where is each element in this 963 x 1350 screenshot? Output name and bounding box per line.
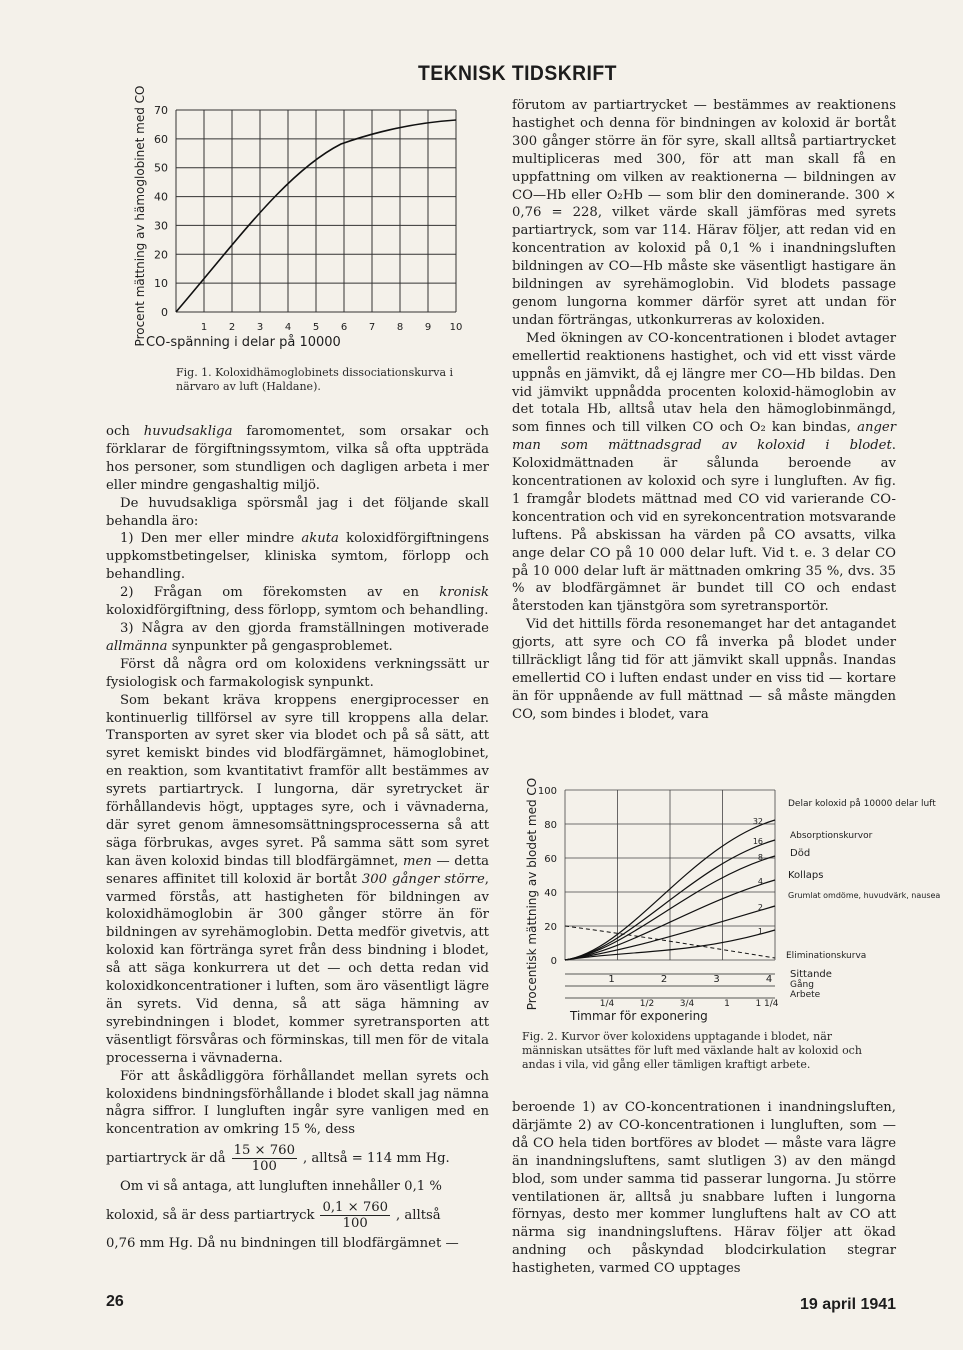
fig2-xlabel: Timmar för exponering: [570, 1009, 708, 1023]
fig2-ytick: 40: [544, 888, 557, 899]
fig2-label-gang: Gång: [790, 980, 814, 990]
page-number: 26: [106, 1293, 124, 1310]
right-column-upper: [512, 97, 896, 724]
left-p8: För att åskådliggöra förhållandet mellan syrets och koloxidens bindningsförhållande i blodet skall jag nämna några siffror. I lungluften ingår syre vanligen med en koncentration av omkring 15 %, dess: [106, 1068, 489, 1138]
fig1-xtick: 7: [368, 322, 376, 333]
formula-2: koloxid, så är dess partiartryck $\frac{0,1 \times 760}{100}$ , alltså: [106, 1200, 441, 1232]
right-p1: förutom av partiartrycket — bestämmes av reaktionens hastighet och denna för bindningen av koloxid är bortåt 300 gånger större än för syre, skall alltså partiartrycket multipliceras med 300, för att man skall få en uppfattning om vilken av reaktionerna — bildningen av CO—Hb eller O₂Hb — som blir den dominerande. 300 × 0,76 = 228, vilket värde skall jämföras med syrets partiartryck, som var 114. Härav följer, att redan vid en koncentration av koloxid på 0,1 % i inandningsluften bildningen av CO—Hb måste ske väsentligt hastigare än bildningen av syrehämoglobin. Vid blodets passage genom lungorna kommer därför syret att undan för undan förträngas, utkonkurreras av koloxiden.: [512, 98, 896, 328]
left-p2: De huvudsakliga spörsmål jag i det följande skall behandla äro:: [106, 495, 489, 529]
fig2-label-kollaps: Kollaps: [788, 870, 824, 881]
formula-1: partiartryck är då $\frac{15 \times 760}{100}$ , alltså = 114 mm Hg.: [106, 1143, 450, 1175]
fig1-ytick: 40: [154, 190, 168, 204]
fig1-caption: Fig. 1. Koloxidhämoglobinets dissociationskurva i närvaro av luft (Haldane).: [176, 366, 454, 393]
left-p4: 2) Frågan om förekomsten av en kronisk koloxidförgiftning, dess förlopp, symtom och behandling.: [106, 585, 489, 619]
left-p1: och huvudsakliga faromomentet, som orsakar och förklarar de förgiftningssymtom, vilka så ofta uppträda hos personer, som stundligen och dagligen arbeta i mer eller mindre gengashaltig miljö.: [106, 424, 489, 493]
fig1-ytick: 10: [154, 277, 168, 291]
fig1-ytick: 30: [154, 219, 168, 233]
fig1-ytick: 70: [154, 104, 168, 117]
fig2-ytick: 60: [544, 854, 557, 865]
figure-1: [126, 85, 486, 354]
fig2-grid: [565, 790, 775, 960]
fig2-ylabel: Procentisk mättning av blodet med CO: [525, 777, 539, 1011]
fig2-label-sittande: Sittande: [790, 969, 832, 980]
fig2-label-dod: Död: [790, 848, 811, 859]
fig2-xtick-sub: 3/4: [679, 999, 695, 1009]
fig2-bracket-label: 32: [752, 817, 763, 826]
fig2-label-grumlat: Grumlat omdöme, huvudvärk, nausea: [788, 891, 941, 900]
fig1-xtick: 2: [228, 322, 236, 333]
fig2-xticks: [600, 974, 779, 1009]
fig2-xtick-sub: 1: [724, 999, 730, 1009]
left-p6: Först då några ord om koloxidens verkningssätt ur fysiologisk och farmakologisk synpunkt.: [106, 656, 489, 690]
right-p3: Vid det hittills förda resonemanget har det antagandet gjorts, att syre och CO få inverka på blodet under tillräckligt lång tid för att jämvikt skall uppnås. Inandas emellertid CO i luften endast under en viss tid — kortare än för uppnående av full mättnad — så måste mängden CO, som bindes i blodet, vara: [512, 617, 896, 722]
fig1-xtick: 4: [284, 322, 292, 333]
fig2-yticks: [538, 786, 557, 967]
fig2-xtick: 4: [765, 974, 773, 985]
fig2-xtick: 3: [713, 974, 720, 985]
fig2-label-delar: Delar koloxid på 10000 delar luft: [788, 799, 936, 809]
left-p9: Om vi så antaga, att lungluften innehåller 0,1 %: [120, 1179, 442, 1195]
fig1-xtick: 3: [256, 322, 264, 333]
fig1-ytick: 50: [154, 161, 168, 175]
fig2-ytick: 0: [550, 956, 557, 967]
left-p10: 0,76 mm Hg. Då nu bindningen till blodfärgämnet —: [106, 1236, 459, 1252]
fig1-ytick: 60: [154, 132, 168, 146]
left-p5: 3) Några av den gjorda framställningen motiverade allmänna synpunkter på gengasproblemet.: [106, 620, 489, 654]
fig2-time-scales: [565, 974, 775, 998]
left-p3: 1) Den mer eller mindre akuta koloxidförgiftningens uppkomstbetingelser, kliniska symtom, förlopp och behandling.: [106, 531, 489, 583]
fig1-xtick: 1: [200, 322, 208, 333]
fig1-xtick: 6: [340, 322, 348, 333]
fig2-ytick: 80: [544, 820, 557, 831]
fig2-xtick: 1: [608, 974, 615, 985]
issue-date: 19 april 1941: [800, 1296, 897, 1313]
fig1-xtick: 5: [312, 322, 320, 333]
fig1-xtick: 8: [396, 322, 404, 333]
fig2-label-elim: Eliminationskurva: [786, 951, 867, 961]
fig2-bracket-label: 16: [752, 837, 763, 846]
fig2-bracket-label: 8: [757, 853, 763, 862]
fig2-bracket-label: 2: [757, 903, 763, 912]
fig2-xtick-sub: 1/2: [639, 999, 655, 1009]
figure-2: [520, 777, 941, 1023]
fig2-bracket-label: 4: [757, 877, 763, 886]
fig1-xtick: 10: [449, 322, 463, 333]
masthead: TEKNISK TIDSKRIFT: [418, 62, 617, 85]
fig2-xtick-sub: 1/4: [599, 999, 615, 1009]
fig1-grid: [176, 110, 456, 312]
fig1-xticks: [201, 322, 463, 333]
fig2-xtick: 2: [660, 974, 668, 985]
right-column-lower: [512, 1099, 896, 1278]
fig1-ylabel: Procent mättning av hämoglobinet med CO: [133, 85, 147, 347]
fig1-ytick: 20: [154, 248, 168, 262]
fig2-ytick: 100: [537, 786, 557, 797]
left-column: [106, 423, 489, 1253]
fig1-ytick: 0: [161, 306, 168, 319]
fig1-xlabel: CO-spänning i delar på 10000: [146, 335, 341, 350]
fig1-yticks: [154, 104, 168, 319]
fig1-xtick: 9: [424, 322, 432, 333]
right-lower-p1: beroende 1) av CO-koncentrationen i inandningsluften, därjämte 2) av CO-koncentrationen i lungluften, som — då CO hela tiden bortföres av blodet — måste vara lägre än inandningsluftens, samt slutligen 3) av den mängd blod, som under samma tid passerar lungorna. Ju större ventilationen är, alltså ju snabbare luften i lungorna förnyas, desto mer kommer lungluftens halt av CO att närma sig inandningsluftens. Härav följer att ökad andning och påskyndad blodcirkulation stegrar hastigheten, varmed CO upptages: [512, 1100, 896, 1277]
fig2-label-arbete: Arbete: [790, 990, 821, 1000]
right-p2: Med ökningen av CO-koncentrationen i blodet avtager emellertid reaktionens hastighet, och vid ett visst värde uppnås en jämvikt, då ej längre mer CO—Hb bildas. Den vid jämvikt uppnådda procenten koloxid-hämoglobin av det totala Hb, alltså utav hela den hämoglobinmängd, som finnes och till vilken CO och O₂ kan bindas, anger man som mättnadsgrad av koloxid i blodet. Koloxidmättnaden är sålunda beroende av koncentrationen av koloxid och syre i lungluften. Av fig. 1 framgår blodets mättnad med CO vid varierande CO-koncentration och vid en syrekoncentration motsvarande luftens. På abskissan ha värden på CO avsatts, vilka ange delar CO på 10 000 delar luft. Vid t. e. 3 delar CO på 10 000 delar luft är mättnaden omkring 35 %, dvs. 35 % av blodfärgämnet är bundet till CO och endast återstoden kan tjänstgöra som syretransportör.: [512, 330, 896, 615]
fig2-xtick-sub: 1 1/4: [755, 999, 779, 1009]
fig2-bracket-label: 1: [757, 927, 763, 936]
fig2-label-absorp: Absorptionskurvor: [790, 831, 873, 841]
left-p7: Som bekant kräva kroppens energiprocesser en kontinuerlig tillförsel av syre till kroppens alla delar. Transporten av syret sker via blodet och på så sätt, att syret kemiskt bindes vid blodfärgämnet, hämoglobinet, en reaktion, som kvantitativt framför allt bestämmes av syrets partiartryck. I lungorna, där syretrycket är förhållandevis högt, upptages syre, och i vävnaderna, där syret genom ämnesomsättningsprocesserna så att säga förbrukas, avges syret. På samma sätt som syret kan även koloxid bindas till blodfärgämnet, men — detta senares affinitet till koloxid är bortåt 300 gånger större, varmed förstås, att hastigheten för bildningen av koloxidhämoglobin är 300 gånger större än för bildningen av syrehämoglobin. Detta medför givetvis, att koloxid kan förtränga syret från dess bindning i blodet, så att säga konkurrera ut det — och detta redan vid koloxidkoncentrationer i luften, som äro väsentligt lägre än syrets. Vid denna, så att säga hämning av syrebindningen i blodet, kommer syretransporten att väsentligt försvåras och förminskas, till men för de vitala processerna i vävnaderna.: [106, 692, 489, 1066]
fig2-caption: Fig. 2. Kurvor över koloxidens upptagande i blodet, när människan utsättes för luft med växlande halt av koloxid och andas i vila, vid gång eller tämligen kraftigt arbete.: [522, 1030, 862, 1071]
fig2-concentration-brackets: [753, 817, 763, 936]
fig2-ytick: 20: [544, 922, 557, 933]
